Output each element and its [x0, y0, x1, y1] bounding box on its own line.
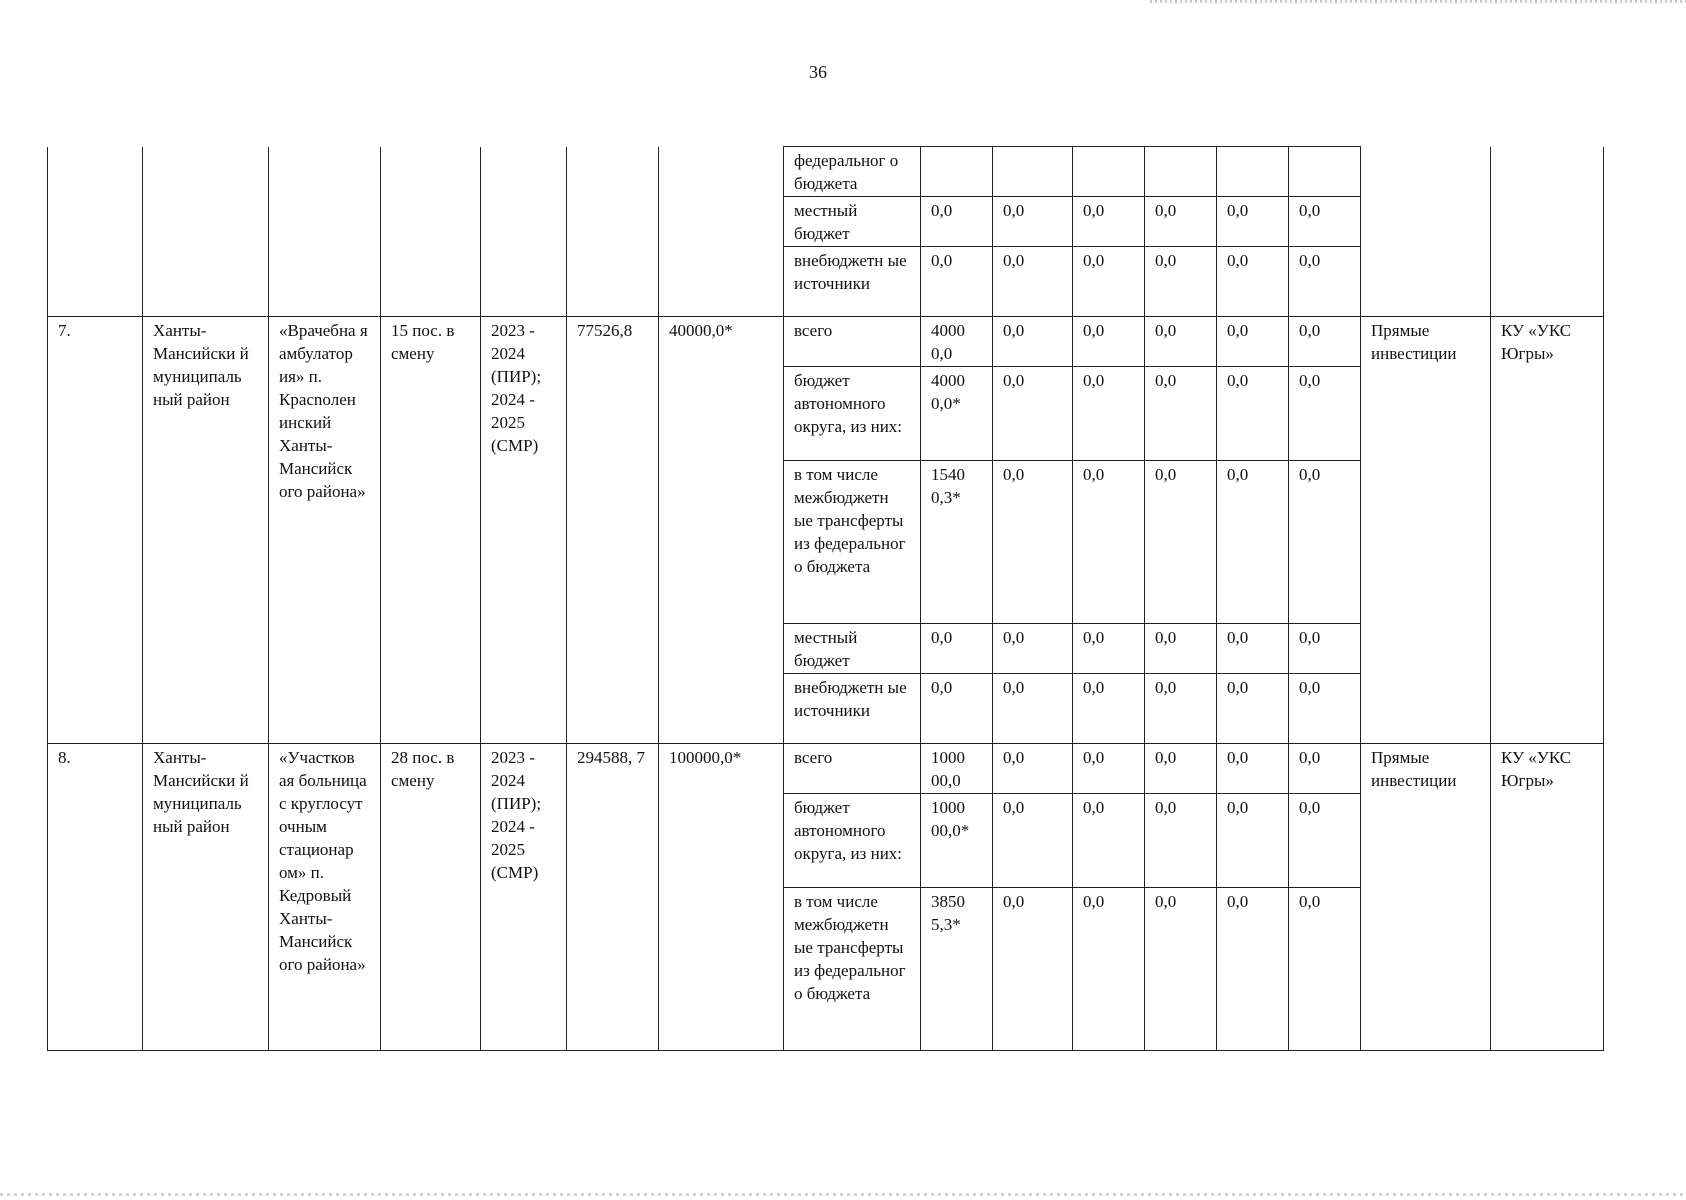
period-cell: 2023 - 2024 (ПИР); 2024 - 2025 (СМР): [481, 744, 567, 1051]
value-cell: 0,0: [1289, 317, 1361, 367]
value-cell: 0,0: [1289, 247, 1361, 317]
value-cell: [1217, 147, 1289, 197]
value-cell: 0,0: [993, 888, 1073, 1051]
object-name-cell: «Врачебна я амбулатор ия» п. Красnолен инский Ханты- Мансийск ого района»: [269, 317, 381, 744]
cost-cell: 294588, 7: [567, 744, 659, 1051]
value-cell: 4000 0,0*: [921, 367, 993, 461]
value-cell: 0,0: [1145, 624, 1217, 674]
page-number: 36: [809, 62, 827, 82]
cont-form-cell: [1361, 147, 1491, 317]
object-name-cell: «Участков ая больница с круглосут очным стационар ом» п. Кедровый Ханты- Мансийск ого района»: [269, 744, 381, 1051]
funding-source-cell: бюджет автономного округа, из них:: [784, 794, 921, 888]
value-cell: 0,0: [1289, 461, 1361, 624]
value-cell: 0,0: [1217, 367, 1289, 461]
value-cell: 0,0: [1289, 794, 1361, 888]
funding-source-cell: местный бюджет: [784, 197, 921, 247]
value-cell: 0,0: [1073, 317, 1145, 367]
investment-form-cell: Прямые инвестиции: [1361, 317, 1491, 744]
value-cell: 0,0: [1145, 888, 1217, 1051]
cont-object-cell: [269, 147, 381, 317]
value-cell: 0,0: [1145, 744, 1217, 794]
value-cell: 0,0: [1073, 247, 1145, 317]
value-cell: 1000 00,0: [921, 744, 993, 794]
value-cell: 0,0: [1145, 461, 1217, 624]
table-row: [48, 744, 1604, 794]
value-cell: 0,0: [1217, 888, 1289, 1051]
funding-source-cell: местный бюджет: [784, 624, 921, 674]
object-number-cell: 7.: [48, 317, 143, 744]
value-cell: 3850 5,3*: [921, 888, 993, 1051]
cont-period-cell: [481, 147, 567, 317]
capacity-cell: 15 пос. в смену: [381, 317, 481, 744]
value-cell: 0,0: [993, 461, 1073, 624]
investment-table: [47, 146, 1604, 1051]
value-cell: 0,0: [1145, 197, 1217, 247]
value-cell: 0,0: [1289, 888, 1361, 1051]
value-cell: 1000 00,0*: [921, 794, 993, 888]
value-cell: 0,0: [1217, 744, 1289, 794]
value-cell: 0,0: [1217, 197, 1289, 247]
value-cell: 0,0: [921, 197, 993, 247]
limit-cell: 40000,0*: [659, 317, 784, 744]
value-cell: 0,0: [993, 674, 1073, 744]
table-row: [48, 317, 1604, 367]
cost-cell: 77526,8: [567, 317, 659, 744]
value-cell: 0,0: [1217, 674, 1289, 744]
object-number-cell: 8.: [48, 744, 143, 1051]
value-cell: 0,0: [1145, 674, 1217, 744]
value-cell: 0,0: [1217, 794, 1289, 888]
value-cell: [921, 147, 993, 197]
value-cell: 0,0: [993, 624, 1073, 674]
value-cell: 0,0: [993, 247, 1073, 317]
table-row: [48, 147, 1604, 197]
value-cell: [1073, 147, 1145, 197]
capacity-cell: 28 пос. в смену: [381, 744, 481, 1051]
funding-source-cell: внебюджетн ые источники: [784, 674, 921, 744]
value-cell: 0,0: [1073, 197, 1145, 247]
funding-source-cell: всего: [784, 744, 921, 794]
client-cell: КУ «УКС Югры»: [1491, 744, 1604, 1051]
value-cell: 0,0: [1073, 461, 1145, 624]
value-cell: 0,0: [1073, 888, 1145, 1051]
value-cell: [993, 147, 1073, 197]
value-cell: [1289, 147, 1361, 197]
municipality-cell: Ханты- Мансийски й муниципаль ный район: [143, 317, 269, 744]
value-cell: 0,0: [993, 367, 1073, 461]
funding-source-cell: в том числе межбюджетн ые трансферты из федеральног о бюджета: [784, 888, 921, 1051]
value-cell: 0,0: [1289, 197, 1361, 247]
value-cell: 0,0: [1073, 674, 1145, 744]
value-cell: 0,0: [993, 744, 1073, 794]
value-cell: 0,0: [1073, 794, 1145, 888]
funding-source-cell: всего: [784, 317, 921, 367]
value-cell: 0,0: [993, 317, 1073, 367]
period-cell: 2023 - 2024 (ПИР); 2024 - 2025 (СМР): [481, 317, 567, 744]
cont-capacity-cell: [381, 147, 481, 317]
municipality-cell: Ханты- Мансийски й муниципаль ный район: [143, 744, 269, 1051]
value-cell: 0,0: [921, 674, 993, 744]
value-cell: 0,0: [1073, 367, 1145, 461]
scan-noise-top: [1150, 0, 1686, 3]
value-cell: 0,0: [1289, 367, 1361, 461]
value-cell: 0,0: [1145, 317, 1217, 367]
value-cell: [1145, 147, 1217, 197]
value-cell: 0,0: [1217, 461, 1289, 624]
cont-client-cell: [1491, 147, 1604, 317]
limit-cell: 100000,0*: [659, 744, 784, 1051]
cont-num-cell: [48, 147, 143, 317]
value-cell: 0,0: [993, 197, 1073, 247]
value-cell: 0,0: [921, 624, 993, 674]
value-cell: 0,0: [1217, 247, 1289, 317]
value-cell: 0,0: [1073, 624, 1145, 674]
funding-source-cell: в том числе межбюджетн ые трансферты из федеральног о бюджета: [784, 461, 921, 624]
value-cell: 0,0: [1145, 794, 1217, 888]
client-cell: КУ «УКС Югры»: [1491, 317, 1604, 744]
value-cell: 1540 0,3*: [921, 461, 993, 624]
value-cell: 0,0: [1289, 624, 1361, 674]
value-cell: 0,0: [1289, 674, 1361, 744]
value-cell: 0,0: [1289, 744, 1361, 794]
value-cell: 0,0: [1145, 247, 1217, 317]
cont-limit-cell: [659, 147, 784, 317]
cont-cost-cell: [567, 147, 659, 317]
value-cell: 0,0: [1217, 624, 1289, 674]
funding-source-cell: федеральног о бюджета: [784, 147, 921, 197]
funding-source-cell: бюджет автономного округа, из них:: [784, 367, 921, 461]
value-cell: 4000 0,0: [921, 317, 993, 367]
cont-municipality-cell: [143, 147, 269, 317]
value-cell: 0,0: [1073, 744, 1145, 794]
funding-source-cell: внебюджетн ые источники: [784, 247, 921, 317]
value-cell: 0,0: [1145, 367, 1217, 461]
scan-noise-bottom: [0, 1193, 1686, 1196]
value-cell: 0,0: [921, 247, 993, 317]
value-cell: 0,0: [993, 794, 1073, 888]
investment-form-cell: Прямые инвестиции: [1361, 744, 1491, 1051]
value-cell: 0,0: [1217, 317, 1289, 367]
